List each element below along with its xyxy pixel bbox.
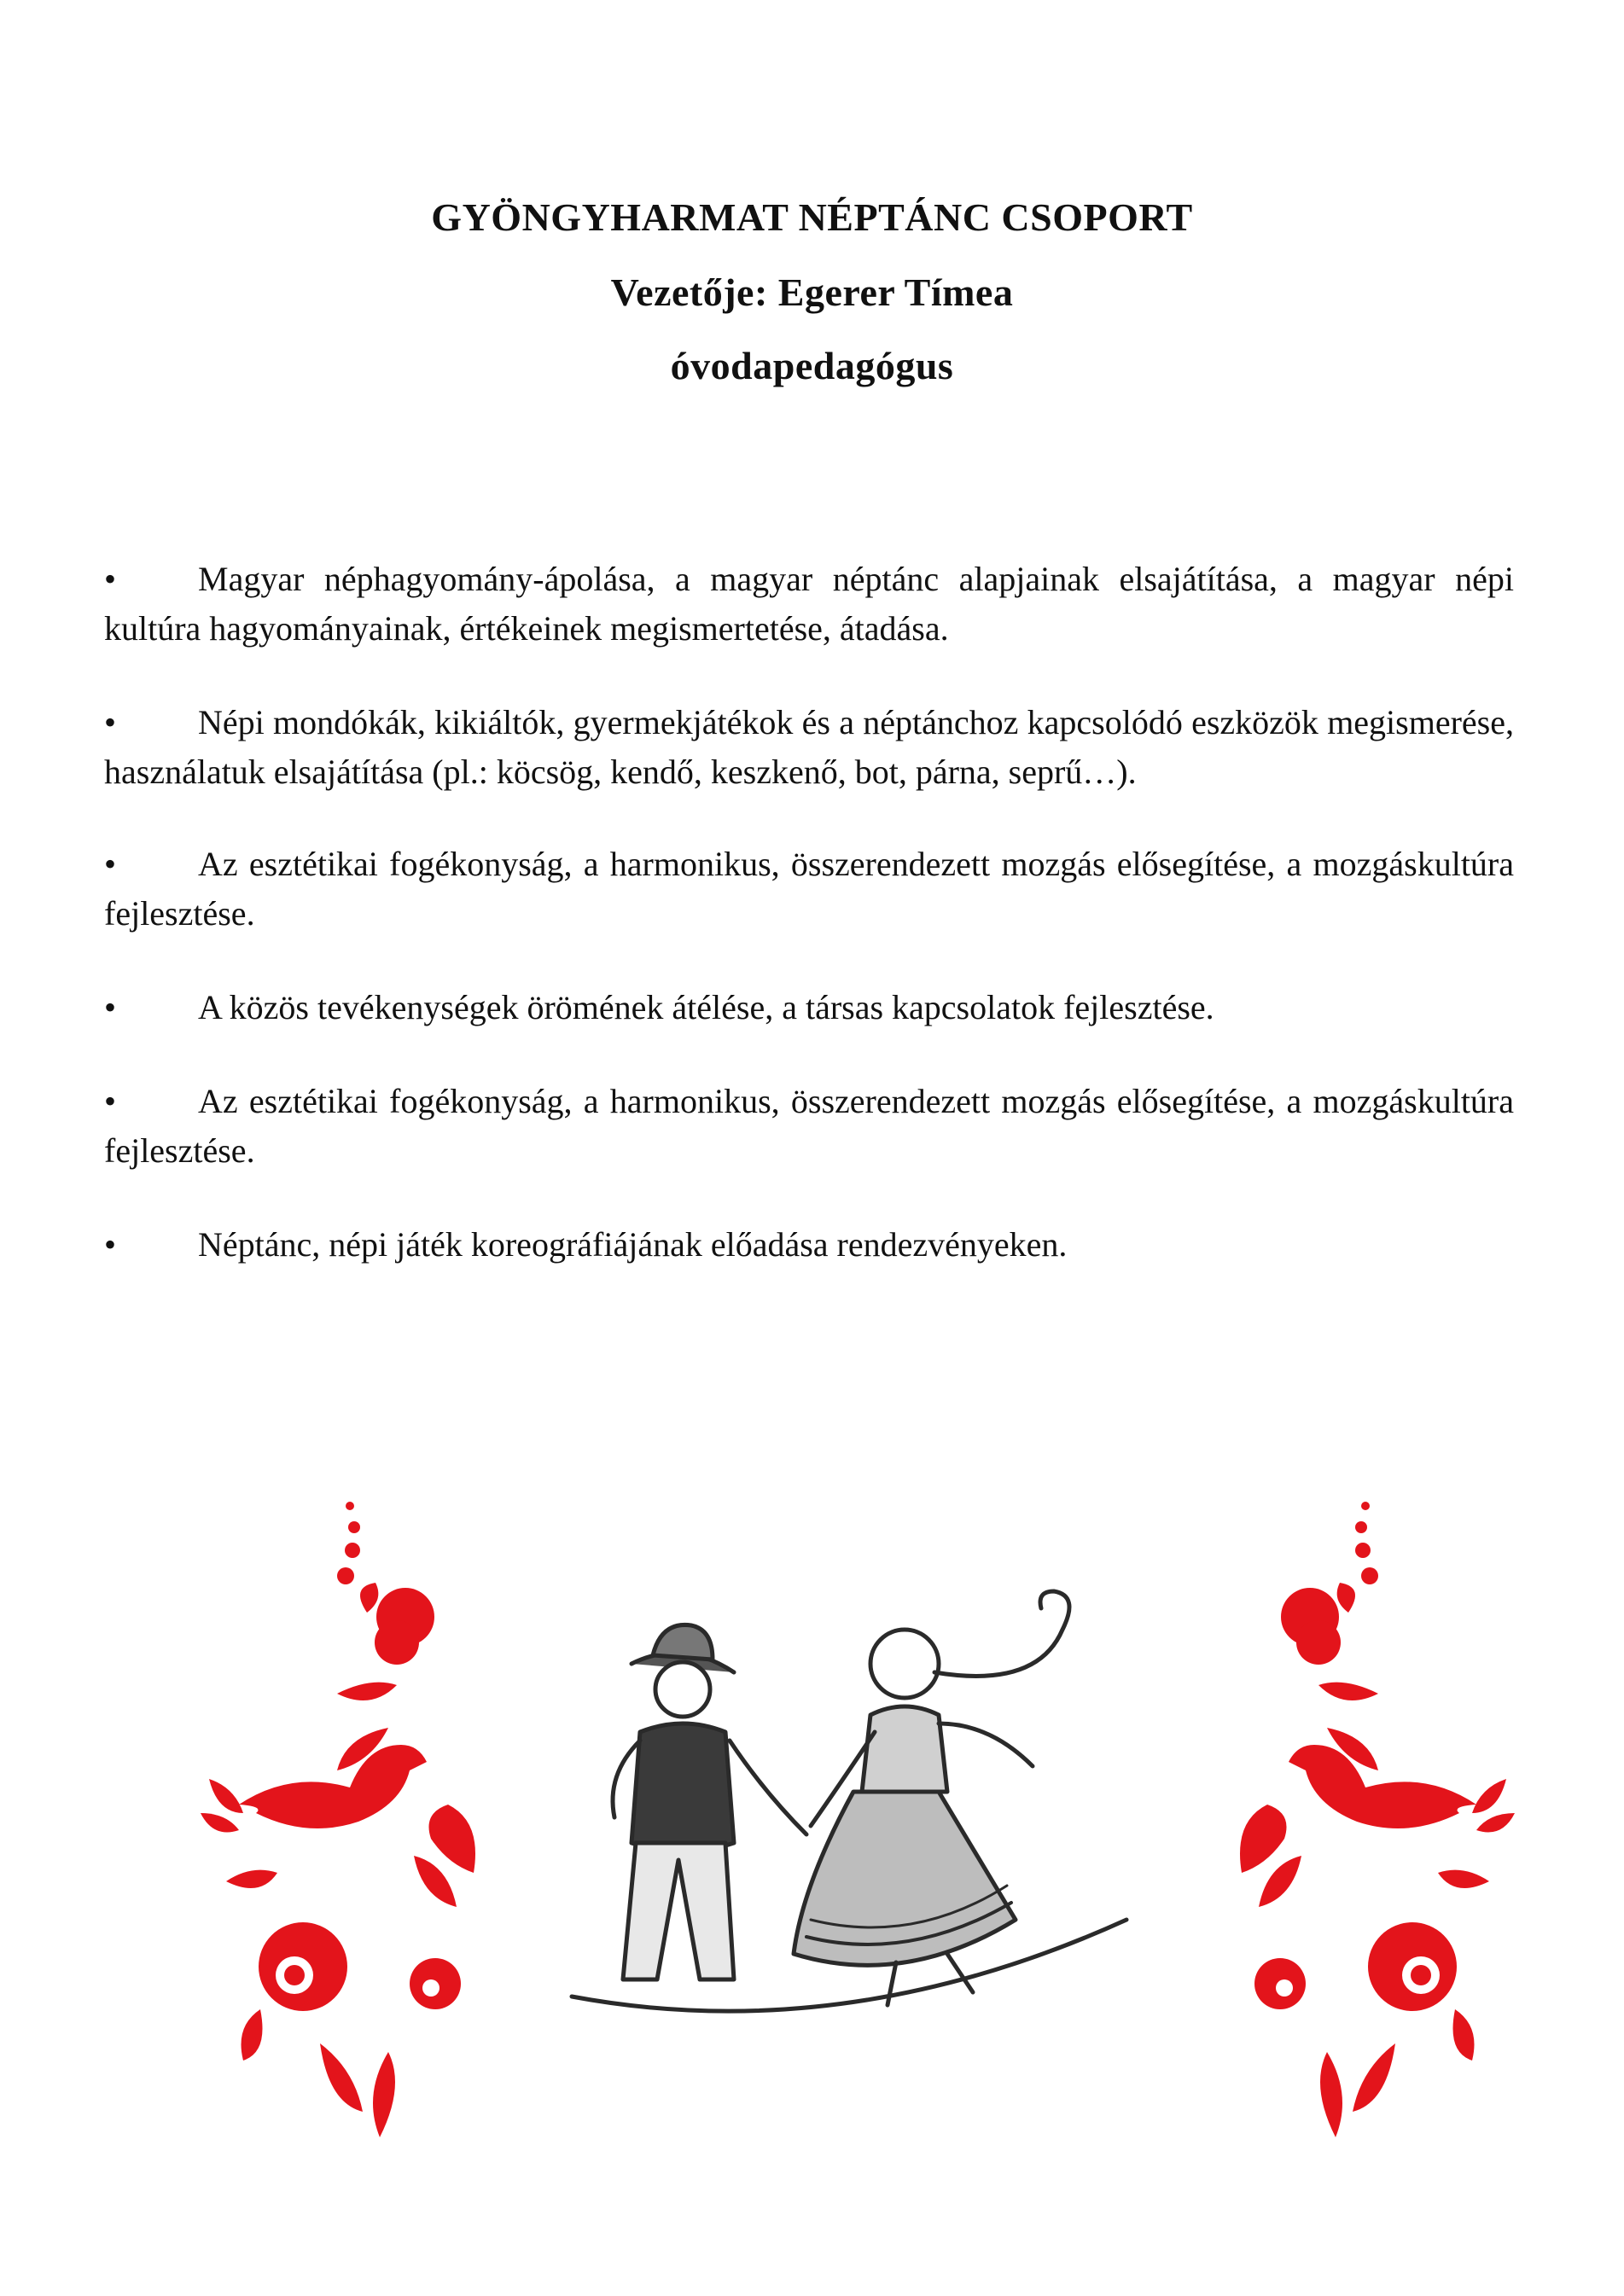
list-item xyxy=(104,698,1514,797)
bullet-marker: • xyxy=(104,703,117,741)
list-item-text: Néptánc, népi játék koreográfiájának előadása rendezvényeken. xyxy=(198,1225,1068,1264)
group-leader: Vezetője: Egerer Tímea xyxy=(610,270,1014,314)
folk-floral-bird-icon xyxy=(1208,1497,1523,2137)
bullet-marker: • xyxy=(104,988,117,1026)
list-item xyxy=(104,840,1514,939)
list-item-text: Magyar néphagyomány-ápolása, a magyar néptánc alapjainak elsajátítása, a magyar népi kultúra hagyományainak, értékeinek megismertetése, átadása. xyxy=(104,560,1514,648)
list-item xyxy=(104,555,1514,654)
leader-role: óvodapedagógus xyxy=(670,344,954,387)
bullet-marker: • xyxy=(104,1225,117,1264)
goals-list xyxy=(104,555,1514,1270)
list-item xyxy=(104,983,1514,1032)
list-item-text: Az esztétikai fogékonyság, a harmonikus, összerendezett mozgás elősegítése, a mozgáskultúra fejlesztése. xyxy=(104,845,1514,933)
dancing-couple-illustration xyxy=(563,1570,1161,2031)
bullet-marker: • xyxy=(104,560,117,598)
list-item xyxy=(104,1220,1514,1270)
folk-floral-bird-icon xyxy=(192,1497,508,2137)
group-title: GYÖNGYHARMAT NÉPTÁNC CSOPORT xyxy=(431,195,1193,239)
bullet-marker: • xyxy=(104,845,117,883)
bullet-marker: • xyxy=(104,1082,117,1120)
list-item xyxy=(104,1077,1514,1176)
list-item-text: Az esztétikai fogékonyság, a harmonikus, összerendezett mozgás elősegítése, a mozgáskultúra fejlesztése. xyxy=(104,1082,1514,1170)
page-header xyxy=(0,195,1624,387)
list-item-text: A közös tevékenységek örömének átélése, a társas kapcsolatok fejlesztése. xyxy=(198,988,1214,1026)
list-item-text: Népi mondókák, kikiáltók, gyermekjátékok és a néptánchoz kapcsolódó eszközök megismerése, használatuk elsajátítása (pl.: köcsög, kendő, keszkenő, bot, párna, seprű…). xyxy=(104,703,1514,791)
